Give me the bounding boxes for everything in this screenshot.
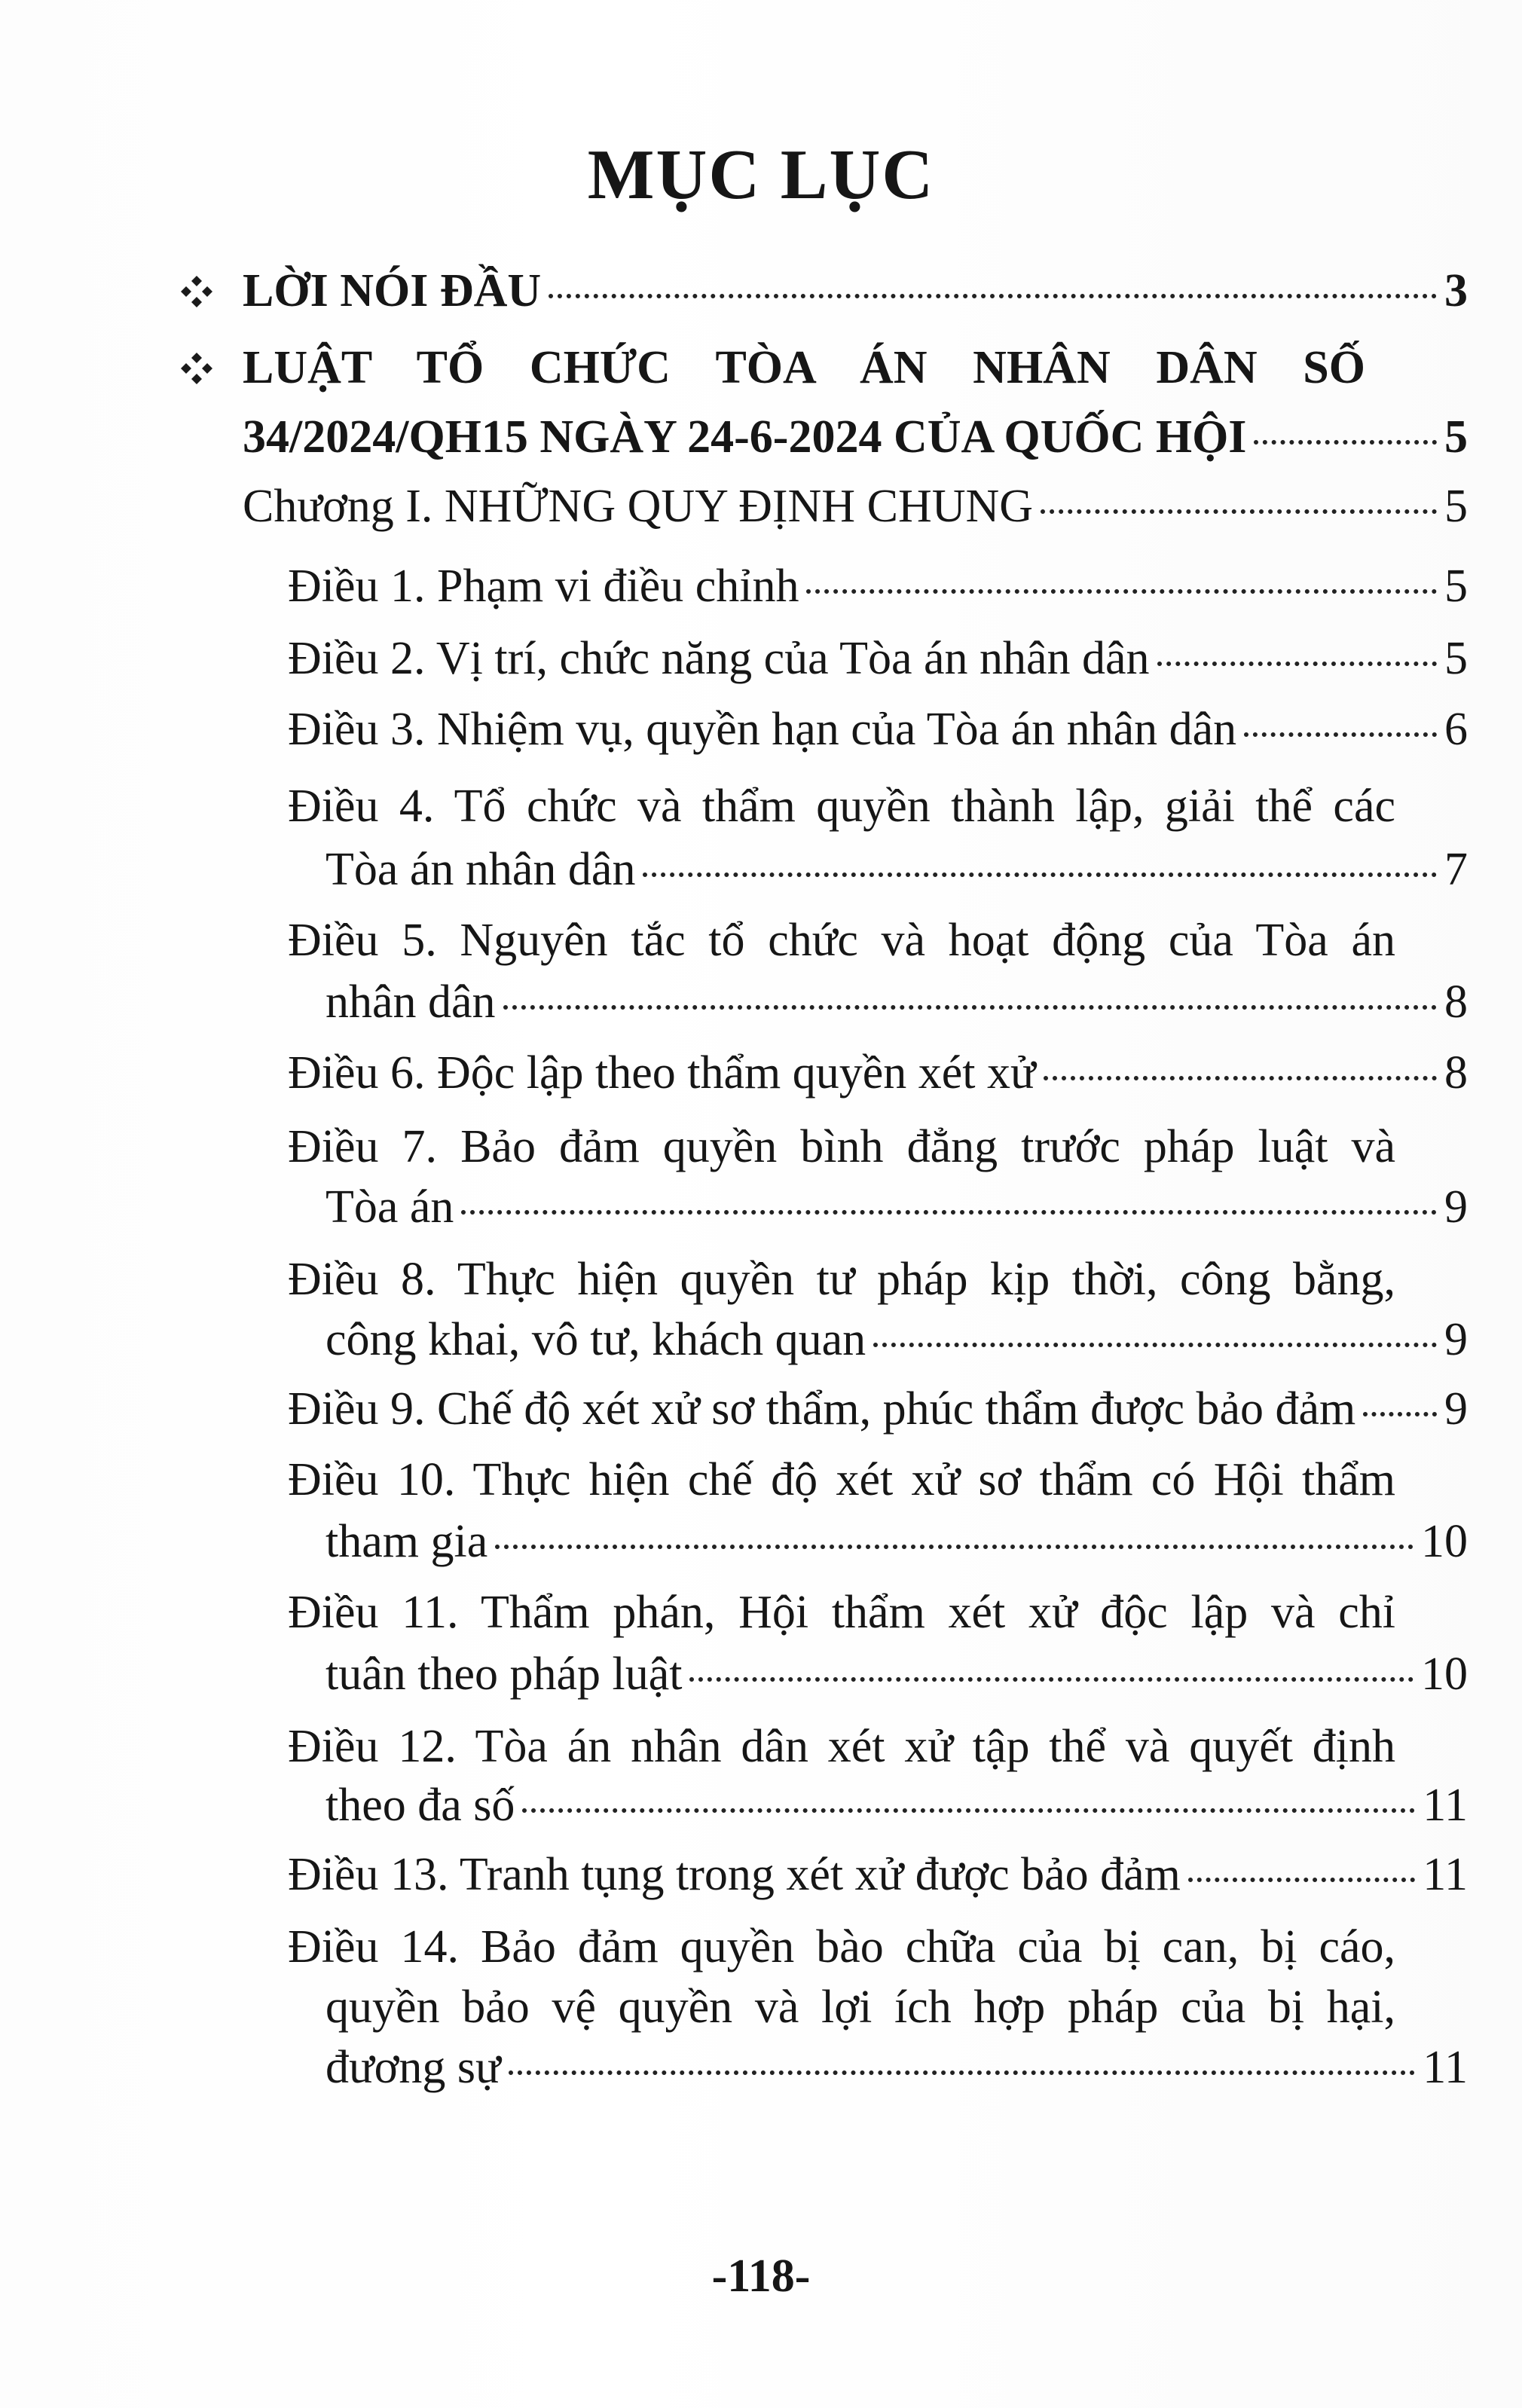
- toc-entry-article-10-line1[interactable]: Điều 10. Thực hiện chế độ xét xử sơ thẩm có Hội thẩm: [288, 1454, 1395, 1505]
- toc-page-number: 7: [1444, 844, 1468, 895]
- toc-entry-label: đương sự: [325, 2042, 501, 2093]
- toc-entry-label: Tòa án nhân dân: [325, 844, 636, 895]
- dot-leader: [1188, 1878, 1415, 1882]
- toc-entry-article-14-line1[interactable]: Điều 14. Bảo đảm quyền bào chữa của bị can, bị cáo,: [288, 1921, 1395, 1973]
- four-diamond-bullet-icon: [179, 274, 214, 309]
- toc-entry-article-7-line1[interactable]: Điều 7. Bảo đảm quyền bình đẳng trước pháp luật và: [288, 1121, 1395, 1172]
- toc-page-number: 11: [1423, 1849, 1468, 1900]
- toc-page-number: 9: [1444, 1181, 1468, 1233]
- toc-page-number: 8: [1444, 1047, 1468, 1099]
- toc-entry-label: Điều 9. Chế độ xét xử sơ thẩm, phúc thẩm được bảo đảm: [288, 1383, 1356, 1435]
- toc-entry-article-7[interactable]: [325, 1177, 1468, 1237]
- page-number: -118-: [711, 2251, 811, 2302]
- toc-entry-label: nhân dân: [325, 976, 496, 1028]
- toc-entry-article-8[interactable]: [325, 1309, 1468, 1370]
- toc-entry-label: công khai, vô tư, khách quan: [325, 1314, 866, 1365]
- toc-title: MỤC LỤC: [587, 136, 935, 214]
- dot-leader: [873, 1343, 1437, 1347]
- toc-entry-article-5-line1[interactable]: Điều 5. Nguyên tắc tổ chức và hoạt động của Tòa án: [288, 915, 1395, 966]
- toc-entry-chapter-1[interactable]: [243, 476, 1468, 536]
- dot-leader: [503, 1005, 1437, 1010]
- toc-page-number: 3: [1444, 265, 1468, 316]
- toc-page-number: 9: [1444, 1314, 1468, 1365]
- toc-entry-label: Điều 6. Độc lập theo thẩm quyền xét xử: [288, 1047, 1036, 1099]
- toc-page-number: 11: [1423, 2042, 1468, 2093]
- dot-leader: [495, 1545, 1414, 1549]
- toc-entry-article-11[interactable]: [325, 1644, 1468, 1704]
- toc-page-number: 5: [1444, 481, 1468, 532]
- dot-leader: [1244, 732, 1437, 737]
- toc-page-number: 5: [1444, 633, 1468, 684]
- toc-page-number: 6: [1444, 704, 1468, 755]
- toc-entry-article-14[interactable]: [325, 2037, 1468, 2098]
- dot-leader: [509, 2070, 1416, 2075]
- toc-entry-article-9[interactable]: [288, 1379, 1468, 1439]
- toc-page-number: 11: [1423, 1780, 1468, 1831]
- toc-entry-article-11-line1[interactable]: Điều 11. Thẩm phán, Hội thẩm xét xử độc lập và chỉ: [288, 1587, 1395, 1638]
- toc-page-number: 10: [1421, 1649, 1468, 1700]
- toc-entry-label: tuân theo pháp luật: [325, 1649, 683, 1700]
- dot-leader: [522, 1808, 1415, 1813]
- toc-entry-article-2[interactable]: [288, 628, 1468, 689]
- toc-entry-law-line1[interactable]: LUẬT TỔ CHỨC TÒA ÁN NHÂN DÂN SỐ: [243, 342, 1365, 393]
- toc-entry-label: tham gia: [325, 1516, 488, 1567]
- toc-entry-label: LỜI NÓI ĐẦU: [243, 265, 542, 316]
- toc-entry-article-12-line1[interactable]: Điều 12. Tòa án nhân dân xét xử tập thể và quyết định: [288, 1721, 1395, 1772]
- toc-entry-preface[interactable]: [243, 261, 1468, 321]
- dot-leader: [549, 294, 1437, 298]
- toc-page-number: 10: [1421, 1516, 1468, 1567]
- toc-entry-law[interactable]: [243, 407, 1468, 467]
- toc-entry-label: 34/2024/QH15 NGÀY 24-6-2024 CỦA QUỐC HỘI: [243, 411, 1247, 463]
- dot-leader: [689, 1677, 1414, 1682]
- toc-page-number: 9: [1444, 1383, 1468, 1435]
- toc-entry-article-6[interactable]: [288, 1043, 1468, 1103]
- toc-entry-article-8-line1[interactable]: Điều 8. Thực hiện quyền tư pháp kịp thời, công bằng,: [288, 1254, 1395, 1305]
- toc-entry-label: Điều 2. Vị trí, chức năng của Tòa án nhân dân: [288, 633, 1150, 684]
- toc-entry-article-4-line1[interactable]: Điều 4. Tổ chức và thẩm quyền thành lập, giải thể các: [288, 781, 1395, 832]
- toc-entry-label: Điều 1. Phạm vi điều chỉnh: [288, 561, 799, 612]
- toc-entry-article-3[interactable]: [288, 699, 1468, 759]
- toc-entry-label: Tòa án: [325, 1181, 454, 1233]
- dot-leader: [806, 589, 1437, 594]
- toc-page-number: 5: [1444, 411, 1468, 463]
- toc-entry-article-14-line2[interactable]: quyền bảo vệ quyền và lợi ích hợp pháp của bị hại,: [325, 1982, 1395, 2033]
- dot-leader: [1044, 1076, 1437, 1080]
- toc-entry-label: Chương I. NHỮNG QUY ĐỊNH CHUNG: [243, 481, 1034, 532]
- toc-entry-label: theo đa số: [325, 1780, 515, 1831]
- toc-entry-article-12[interactable]: [325, 1775, 1468, 1835]
- dot-leader: [1041, 509, 1437, 514]
- toc-entry-label: Điều 13. Tranh tụng trong xét xử được bảo đảm: [288, 1849, 1181, 1900]
- dot-leader: [643, 872, 1437, 877]
- dot-leader: [1157, 662, 1437, 666]
- toc-entry-article-4[interactable]: [325, 839, 1468, 900]
- toc-entry-article-5[interactable]: [325, 972, 1468, 1032]
- dot-leader: [461, 1210, 1437, 1215]
- toc-page-number: 8: [1444, 976, 1468, 1028]
- toc-page-number: 5: [1444, 561, 1468, 612]
- toc-entry-article-13[interactable]: [288, 1844, 1468, 1905]
- toc-entry-article-10[interactable]: [325, 1511, 1468, 1572]
- dot-leader: [1254, 440, 1437, 445]
- four-diamond-bullet-icon: [179, 351, 214, 386]
- toc-entry-label: Điều 3. Nhiệm vụ, quyền hạn của Tòa án nhân dân: [288, 704, 1237, 755]
- toc-entry-article-1[interactable]: [288, 556, 1468, 616]
- dot-leader: [1363, 1412, 1437, 1416]
